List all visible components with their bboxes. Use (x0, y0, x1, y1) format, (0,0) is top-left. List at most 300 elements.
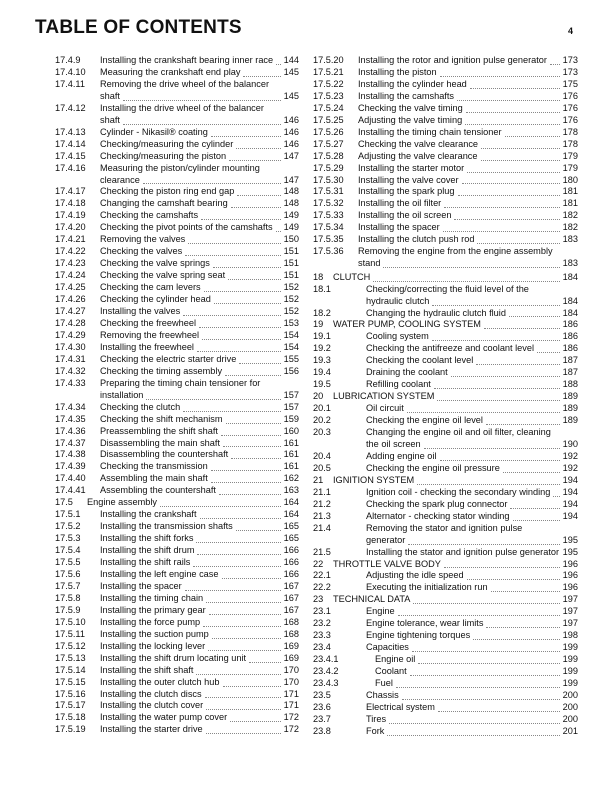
toc-entry[interactable] (55, 210, 299, 222)
toc-entry-page: 199 (562, 654, 578, 665)
toc-entry-number: 23.3 (313, 630, 331, 641)
toc-entry[interactable] (313, 678, 578, 690)
toc-entry[interactable] (55, 366, 299, 378)
toc-entry-page: 148 (283, 198, 299, 209)
toc-entry-page: 170 (283, 676, 299, 687)
toc-entry-number: 17.5.30 (313, 174, 344, 185)
toc-entry[interactable] (55, 306, 299, 318)
toc-entry-page: 149 (283, 222, 299, 233)
toc-entry-number: 20 (313, 391, 324, 402)
toc-entry-number: 17.5.27 (313, 138, 344, 149)
toc-entry[interactable] (55, 509, 299, 521)
toc-entry[interactable] (55, 186, 299, 198)
toc-leader-dots (202, 339, 281, 340)
toc-leader-dots (197, 351, 281, 352)
toc-entry-number: 17.4.16 (55, 162, 86, 173)
toc-entry-title: Installing the spacer (100, 580, 182, 591)
toc-entry-title: Checking the coolant level (366, 355, 474, 366)
toc-entry-page: 183 (562, 234, 578, 245)
toc-entry-title: Engine assembly (87, 497, 157, 508)
toc-entry-number: 17.5.34 (313, 222, 344, 233)
toc-leader-dots (237, 195, 281, 196)
toc-leader-dots (444, 567, 560, 568)
toc-entry-title: Adjusting the valve timing (358, 114, 463, 125)
toc-entry-number: 21.5 (313, 546, 331, 557)
toc-entry-number: 18.2 (313, 307, 331, 318)
toc-entry[interactable] (313, 186, 578, 198)
toc-entry[interactable] (313, 618, 578, 630)
toc-entry-page: 146 (283, 126, 299, 137)
toc-entry-number: 18.1 (313, 283, 331, 294)
toc-leader-dots (432, 305, 560, 306)
toc-entry[interactable] (55, 222, 299, 234)
toc-entry-number: 17.5.17 (55, 700, 86, 711)
toc-leader-dots (476, 364, 560, 365)
toc-entry-number: 17.5.28 (313, 150, 344, 161)
toc-entry[interactable] (313, 272, 578, 284)
toc-entry-page: 196 (562, 582, 578, 593)
toc-entry-title: Installing the locking lever (100, 640, 206, 651)
toc-entry[interactable] (55, 581, 299, 593)
toc-entry-page: 167 (283, 580, 299, 591)
toc-entry[interactable] (313, 139, 578, 151)
toc-entry[interactable] (313, 523, 578, 547)
toc-leader-dots (146, 399, 281, 400)
toc-entry[interactable] (55, 438, 299, 450)
toc-entry-title: Checking the pivot points of the camshafts (100, 222, 273, 233)
toc-entry-page: 199 (562, 642, 578, 653)
toc-entry[interactable] (55, 151, 299, 163)
toc-entry-number: 23.4.3 (313, 678, 339, 689)
toc-entry[interactable] (313, 642, 578, 654)
toc-entry[interactable] (313, 234, 578, 246)
toc-entry[interactable] (55, 557, 299, 569)
toc-entry[interactable] (313, 427, 578, 451)
toc-entry[interactable] (55, 103, 299, 127)
toc-entry-page: 192 (562, 450, 578, 461)
toc-entry-page: 147 (283, 174, 299, 185)
toc-entry[interactable] (55, 282, 299, 294)
toc-entry[interactable] (313, 222, 578, 234)
toc-leader-dots (513, 520, 561, 521)
toc-entry[interactable] (55, 163, 299, 187)
toc-entry-title: Removing the valves (100, 234, 186, 245)
toc-entry-number: 17.5.3 (55, 533, 81, 544)
toc-entry[interactable] (55, 497, 299, 509)
toc-entry-title: Oil circuit (366, 403, 404, 414)
toc-entry-title: Checking the piston ring end gap (100, 186, 235, 197)
toc-entry-number: 17.4.11 (55, 78, 85, 89)
toc-entry-page: 184 (562, 295, 578, 306)
toc-entry-number: 17.5.15 (55, 676, 86, 687)
toc-entry-title: Installing the water pump cover (100, 712, 228, 723)
toc-entry[interactable] (313, 67, 578, 79)
toc-entry[interactable] (55, 545, 299, 557)
toc-entry-page: 157 (283, 389, 299, 400)
toc-entry-title: Chassis (366, 690, 399, 701)
toc-entry[interactable] (55, 665, 299, 677)
toc-entry[interactable] (55, 449, 299, 461)
toc-entry-number: 17.5.1 (55, 509, 81, 520)
toc-entry[interactable] (55, 689, 299, 701)
toc-entry-title: Checking the transmission (100, 461, 208, 472)
toc-entry-page: 145 (283, 66, 299, 77)
toc-entry-title: Checking the timing assembly (100, 365, 223, 376)
toc-entry[interactable] (313, 582, 578, 594)
toc-entry[interactable] (313, 630, 578, 642)
toc-entry-number: 17.5.20 (313, 55, 344, 65)
toc-entry[interactable] (313, 151, 578, 163)
toc-entry-page: 178 (562, 126, 578, 137)
toc-entry-title: Installing the oil filter (358, 198, 442, 209)
toc-entry-title: Engine oil (375, 654, 416, 665)
toc-entry-page: 200 (562, 701, 578, 712)
toc-entry[interactable] (313, 308, 578, 320)
toc-entry[interactable] (55, 67, 299, 79)
toc-leader-dots (123, 124, 281, 125)
toc-entry[interactable] (55, 246, 299, 258)
toc-entry[interactable] (55, 617, 299, 629)
toc-leader-dots (440, 460, 561, 461)
toc-entry[interactable] (55, 461, 299, 473)
toc-entry-number: 19 (313, 319, 324, 330)
toc-entry[interactable] (313, 127, 578, 139)
toc-entry[interactable] (55, 677, 299, 689)
toc-entry[interactable] (55, 378, 299, 402)
toc-entry-number: 17.4.32 (55, 365, 86, 376)
toc-entry[interactable] (55, 414, 299, 426)
toc-entry-number: 17.5.35 (313, 234, 344, 245)
toc-leader-dots (470, 88, 560, 89)
toc-entry-number: 19.2 (313, 343, 331, 354)
toc-entry-number: 20.2 (313, 415, 331, 426)
toc-leader-dots (205, 697, 281, 698)
toc-entry-title: Installing the valve cover (358, 174, 459, 185)
toc-entry-title: Installing the force pump (100, 616, 201, 627)
toc-entry-page: 192 (562, 462, 578, 473)
toc-entry-page: 197 (562, 594, 578, 605)
toc-entry-page: 162 (283, 473, 299, 484)
toc-entry[interactable] (55, 270, 299, 282)
toc-leader-dots (477, 243, 560, 244)
toc-entry-title: Checking the valve timing (358, 102, 463, 113)
toc-entry-number: 17.4.10 (55, 66, 86, 77)
toc-entry-title: Fuel (375, 678, 393, 689)
toc-entry-title: Ignition coil - checking the secondary winding (366, 486, 551, 497)
toc-entry-title: Installing the crankshaft bearing inner race (100, 55, 274, 65)
toc-entry[interactable] (313, 403, 578, 415)
toc-entry-title: Checking the clutch (100, 401, 181, 412)
toc-entry[interactable] (313, 702, 578, 714)
toc-entry[interactable] (313, 210, 578, 222)
toc-leader-dots (239, 363, 281, 364)
toc-entry[interactable] (55, 234, 299, 246)
toc-entry-title: Installing the suction pump (100, 628, 209, 639)
toc-leader-dots (204, 291, 281, 292)
toc-entry-page: 150 (283, 234, 299, 245)
toc-entry-number: 17.5.4 (55, 545, 81, 556)
toc-leader-dots (486, 627, 560, 628)
toc-entry[interactable] (55, 521, 299, 533)
toc-entry[interactable] (313, 367, 578, 379)
toc-entry-title: Installing the drive wheel of the balancer shaft (100, 102, 264, 125)
toc-entry-title: Checking/measuring the piston (100, 150, 227, 161)
toc-entry-number: 22 (313, 558, 324, 569)
toc-leader-dots (440, 76, 560, 77)
toc-leader-dots (462, 183, 560, 184)
toc-leader-dots (432, 340, 560, 341)
toc-leader-dots (211, 470, 281, 471)
toc-leader-dots (396, 687, 560, 688)
toc-entry[interactable] (313, 487, 578, 499)
toc-entry-page: 196 (562, 570, 578, 581)
toc-entry-page: 152 (283, 282, 299, 293)
toc-entry-number: 23.8 (313, 725, 331, 736)
toc-entry-number: 17.4.12 (55, 102, 86, 113)
toc-entry-number: 17.5.23 (313, 90, 344, 101)
toc-entry-title: Installing the cylinder head (358, 78, 467, 89)
toc-entry[interactable] (313, 391, 578, 403)
toc-entry[interactable] (313, 559, 578, 571)
toc-entry-page: 147 (283, 150, 299, 161)
toc-entry-number: 20.1 (313, 403, 331, 414)
toc-leader-dots (225, 375, 281, 376)
toc-entry[interactable] (55, 354, 299, 366)
toc-entry[interactable] (313, 547, 578, 559)
toc-entry-number: 17.4.19 (55, 210, 86, 221)
toc-entry[interactable] (313, 463, 578, 475)
toc-entry-number: 17.5.8 (55, 592, 81, 603)
toc-leader-dots (212, 638, 281, 639)
toc-entry[interactable] (55, 79, 299, 103)
toc-entry[interactable] (313, 415, 578, 427)
toc-entry-number: 23.4.1 (313, 654, 339, 665)
toc-entry[interactable] (313, 594, 578, 606)
toc-entry[interactable] (313, 726, 578, 738)
toc-entry-number: 20.4 (313, 450, 331, 461)
toc-entry-page: 186 (562, 343, 578, 354)
toc-entry-title: IGNITION SYSTEM (333, 474, 415, 485)
toc-entry-page: 164 (283, 497, 299, 508)
toc-leader-dots (211, 482, 281, 483)
toc-entry-page: 155 (283, 353, 299, 364)
toc-entry-title: Measuring the crankshaft end play (100, 66, 241, 77)
toc-entry[interactable] (313, 103, 578, 115)
toc-entry[interactable] (313, 654, 578, 666)
toc-entry[interactable] (313, 163, 578, 175)
toc-entry-title: Checking the antifreeze and coolant level (366, 343, 535, 354)
toc-entry-number: 17.4.36 (55, 425, 86, 436)
toc-entry-page: 200 (562, 690, 578, 701)
toc-entry-title: Removing the drive wheel of the balancer shaft (100, 78, 270, 101)
toc-leader-dots (537, 352, 560, 353)
toc-entry[interactable] (313, 451, 578, 463)
toc-entry-page: 154 (283, 341, 299, 352)
toc-entry[interactable] (313, 198, 578, 210)
toc-entry[interactable] (55, 724, 299, 736)
toc-leader-dots (123, 100, 281, 101)
toc-entry-number: 17.4.27 (55, 306, 86, 317)
toc-entry[interactable] (55, 426, 299, 438)
toc-leader-dots (481, 148, 560, 149)
toc-entry-page: 151 (283, 270, 299, 281)
toc-entry[interactable] (55, 127, 299, 139)
toc-entry-page: 189 (562, 403, 578, 414)
toc-entry[interactable] (313, 284, 578, 308)
toc-entry-title: Cooling system (366, 331, 429, 342)
toc-entry-number: 17.5.6 (55, 568, 81, 579)
toc-entry[interactable] (313, 475, 578, 487)
toc-entry-page: 180 (562, 174, 578, 185)
toc-entry[interactable] (55, 294, 299, 306)
toc-entry[interactable] (55, 258, 299, 270)
toc-leader-dots (424, 448, 560, 449)
toc-entry-page: 151 (283, 246, 299, 257)
toc-entry-title: Checking the shift mechanism (100, 413, 223, 424)
toc-entry-title: Installing the shift drum locating unit (100, 652, 247, 663)
toc-entry-page: 160 (283, 425, 299, 436)
toc-entry[interactable] (55, 593, 299, 605)
toc-entry[interactable] (55, 139, 299, 151)
toc-entry[interactable] (313, 606, 578, 618)
toc-entry-title: Checking the cylinder head (100, 294, 211, 305)
toc-entry-page: 182 (562, 222, 578, 233)
toc-entry[interactable] (55, 605, 299, 617)
toc-leader-dots (434, 388, 560, 389)
toc-entry-number: 17.4.20 (55, 222, 86, 233)
toc-leader-dots (213, 267, 281, 268)
toc-entry[interactable] (313, 355, 578, 367)
toc-entry-page: 171 (283, 700, 299, 711)
toc-entry-number: 22.1 (313, 570, 331, 581)
toc-entry-title: Assembling the countershaft (100, 485, 216, 496)
toc-entry-number: 21.1 (313, 486, 331, 497)
toc-entry[interactable] (55, 473, 299, 485)
toc-entry-page: 187 (562, 367, 578, 378)
toc-entry-title: Installing the primary gear (100, 604, 206, 615)
toc-entry[interactable] (55, 485, 299, 497)
toc-entry-title: Installing the transmission shafts (100, 521, 233, 532)
toc-entry-title: WATER PUMP, COOLING SYSTEM (333, 319, 481, 330)
toc-entry[interactable] (55, 330, 299, 342)
toc-entry-number: 17.5.2 (55, 521, 81, 532)
toc-leader-dots (201, 219, 281, 220)
toc-entry[interactable] (55, 55, 299, 67)
toc-leader-dots (214, 303, 281, 304)
toc-leader-dots (196, 674, 281, 675)
toc-leader-dots (437, 400, 560, 401)
toc-entry-title: Changing the camshaft bearing (100, 198, 228, 209)
toc-leader-dots (550, 64, 560, 65)
toc-entry-number: 17.4.40 (55, 473, 86, 484)
toc-entry-page: 189 (562, 415, 578, 426)
toc-entry-number: 20.5 (313, 462, 331, 473)
toc-entry-title: Installing the freewheel (100, 341, 194, 352)
toc-leader-dots (209, 614, 281, 615)
toc-entry-page: 164 (283, 509, 299, 520)
toc-entry[interactable] (55, 533, 299, 545)
toc-leader-dots (185, 590, 281, 591)
toc-entry-number: 17.5.36 (313, 246, 344, 257)
toc-entry-page: 168 (283, 616, 299, 627)
toc-entry-title: Checking the electric starter drive (100, 353, 237, 364)
toc-entry-number: 17.5.18 (55, 712, 86, 723)
toc-entry-page: 194 (562, 474, 578, 485)
toc-entry[interactable] (55, 402, 299, 414)
toc-entry-page: 195 (562, 546, 578, 557)
toc-entry-number: 23.6 (313, 701, 331, 712)
toc-entry[interactable] (313, 331, 578, 343)
toc-entry-page: 176 (562, 90, 578, 101)
toc-entry-page: 198 (562, 630, 578, 641)
toc-entry-page: 156 (283, 365, 299, 376)
toc-entry[interactable] (55, 641, 299, 653)
toc-entry[interactable] (55, 629, 299, 641)
toc-entry[interactable] (313, 343, 578, 355)
toc-entry[interactable] (313, 55, 578, 67)
toc-entry-number: 21 (313, 474, 324, 485)
toc-entry-title: Checking the spark plug connector (366, 498, 508, 509)
toc-entry-title: Engine tolerance, wear limits (366, 618, 484, 629)
toc-leader-dots (197, 554, 281, 555)
toc-entry-title: Installing the clutch push rod (358, 234, 475, 245)
toc-entry-number: 17.5.31 (313, 186, 344, 197)
toc-entry[interactable] (313, 666, 578, 678)
toc-entry-page: 171 (283, 688, 299, 699)
toc-entry[interactable] (313, 511, 578, 523)
toc-entry[interactable] (313, 690, 578, 702)
toc-entry-title: Installing the oil screen (358, 210, 452, 221)
toc-entry[interactable] (55, 318, 299, 330)
toc-leader-dots (221, 435, 281, 436)
toc-entry[interactable] (313, 499, 578, 511)
toc-entry-number: 23.2 (313, 618, 331, 629)
toc-entry-page: 194 (562, 498, 578, 509)
toc-entry[interactable] (313, 379, 578, 391)
toc-entry-number: 19.1 (313, 331, 331, 342)
toc-entry[interactable] (313, 115, 578, 127)
toc-entry[interactable] (55, 198, 299, 210)
toc-entry-title: Disassembling the countershaft (100, 449, 229, 460)
toc-entry-number: 18 (313, 271, 324, 282)
toc-entry-page: 181 (562, 198, 578, 209)
toc-entry[interactable] (55, 700, 299, 712)
toc-entry[interactable] (55, 653, 299, 665)
toc-entry[interactable] (55, 712, 299, 724)
toc-entry-number: 17.4.14 (55, 138, 86, 149)
toc-entry[interactable] (313, 246, 578, 270)
toc-entry-number: 17.4.28 (55, 317, 86, 328)
toc-entry[interactable] (313, 714, 578, 726)
toc-entry[interactable] (313, 319, 578, 331)
toc-entry-page: 176 (562, 114, 578, 125)
toc-leader-dots (206, 602, 281, 603)
toc-leader-dots (553, 496, 560, 497)
toc-entry-title: Fork (366, 725, 385, 736)
toc-entry-title: Checking the valve spring seat (100, 270, 226, 281)
toc-entry[interactable] (313, 175, 578, 187)
toc-entry[interactable] (313, 79, 578, 91)
toc-entry[interactable] (55, 342, 299, 354)
toc-entry-title: Installing the shift rails (100, 557, 191, 568)
toc-entry[interactable] (313, 570, 578, 582)
toc-entry[interactable] (313, 91, 578, 103)
toc-entry-number: 17.5.29 (313, 162, 344, 173)
toc-entry-title: Installing the rotor and ignition pulse generator (358, 55, 547, 65)
toc-entry-number: 17.4.26 (55, 294, 86, 305)
toc-leader-dots (229, 160, 281, 161)
toc-entry[interactable] (55, 569, 299, 581)
